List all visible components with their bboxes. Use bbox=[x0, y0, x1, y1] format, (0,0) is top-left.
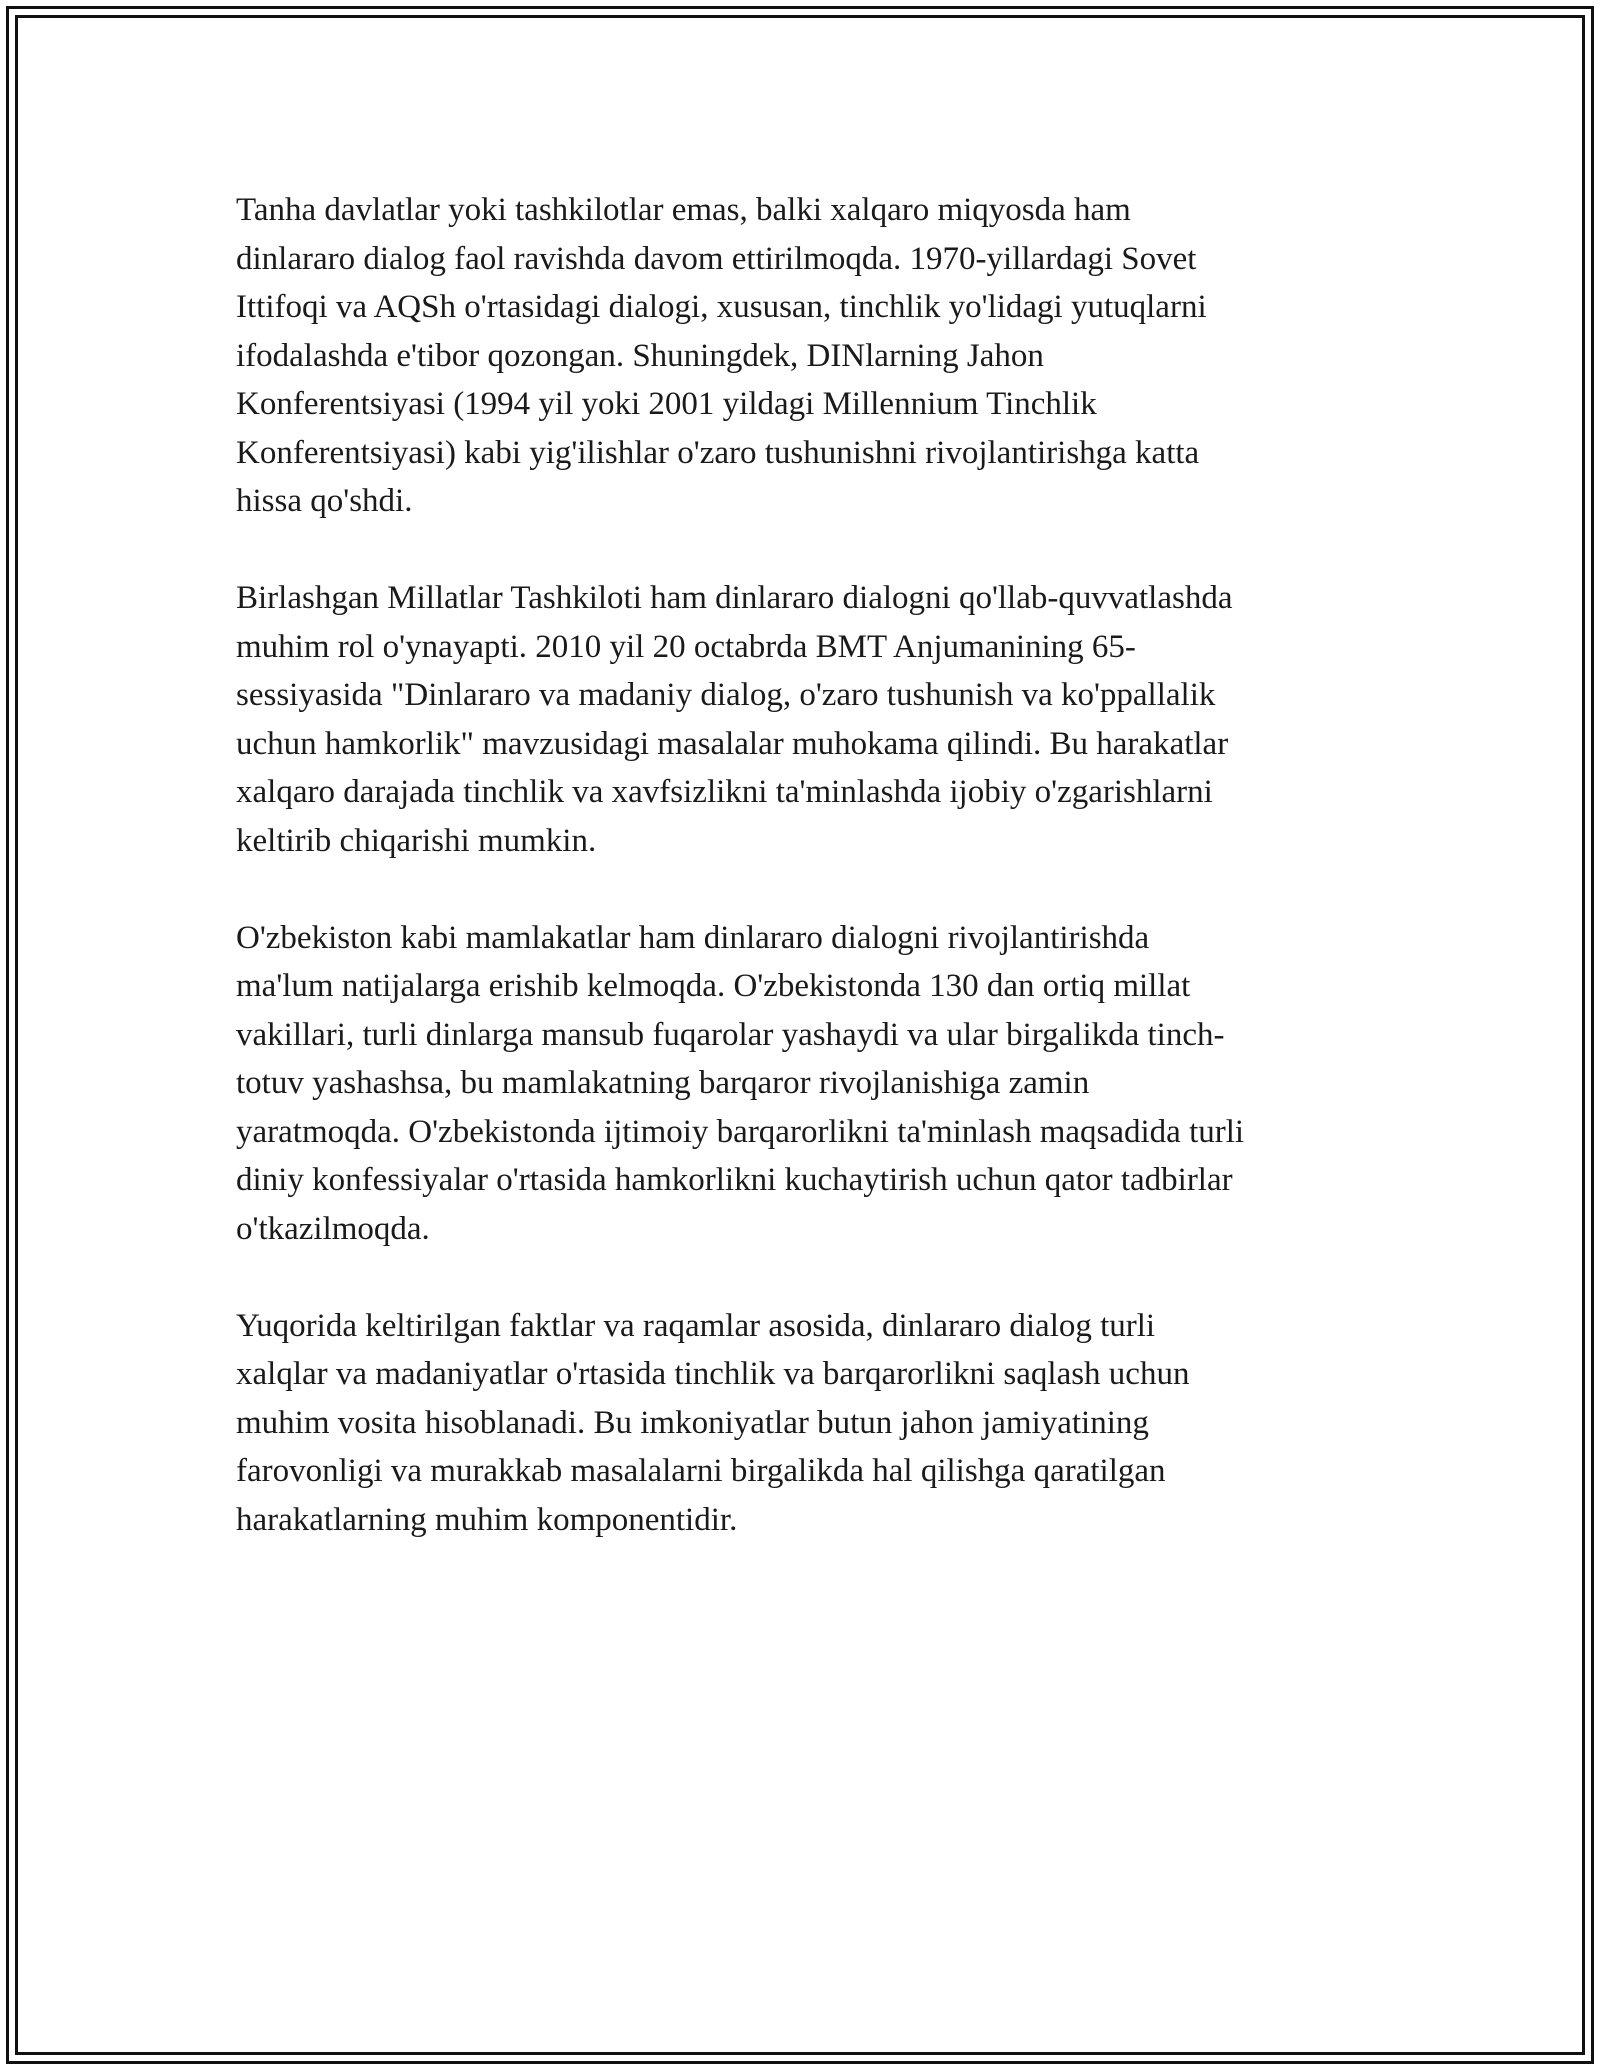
paragraph-2: Birlashgan Millatlar Tashkiloti ham dinlararo dialogni qo'llab-quvvatlashda muhim rol o'ynayapti. 2010 yil 20 octabrda BMT Anjumanining 65- sessiyasida "Dinlararo va madaniy dialog, o'zaro tushunish va ko'ppallalik uchun hamkorlik" mavzusidagi masalalar muhokama qilindi. Bu harakatlar xalqaro darajada tinchlik va xavfsizlikni ta'minlashda ijobiy o'zgarishlarni keltirib chiqarishi mumkin. bbox=[236, 580, 1233, 859]
paragraph-1: Tanha davlatlar yoki tashkilotlar emas, balki xalqaro miqyosda ham dinlararo dialog faol ravishda davom ettirilmoqda. 1970-yillardagi Sovet Ittifoqi va AQSh o'rtasidagi dialogi, xususan, tinchlik yo'lidagi yutuqlarni ifodalashda e'tibor qozongan. Shuningdek, DINlarning Jahon Konferentsiyasi (1994 yil yoki 2001 yildagi Millennium Tinchlik Konferentsiyasi) kabi yig'ilishlar o'zaro tushunishni rivojlantirishga katta hissa qo'shdi. bbox=[236, 192, 1207, 519]
paragraph-4: Yuqorida keltirilgan faktlar va raqamlar asosida, dinlararo dialog turli xalqlar va madaniyatlar o'rtasida tinchlik va barqarorlikni saqlash uchun muhim vosita hisoblanadi. Bu imkoniyatlar butun jahon jamiyatining farovonligi va murakkab masalalarni birgalikda hal qilishga qaratilgan harakatlarning muhim komponentidir. bbox=[236, 1307, 1190, 1538]
paragraph-3: O'zbekiston kabi mamlakatlar ham dinlararo dialogni rivojlantirishda ma'lum natijalarga erishib kelmoqda. O'zbekistonda 130 dan ortiq millat vakillari, turli dinlarga mansub fuqarolar yashaydi va ular birgalikda tinch- totuv yashashsa, bu mamlakatning barqaror rivojlanishiga zamin yaratmoqda. O'zbekistonda ijtimoiy barqarorlikni ta'minlash maqsadida turli diniy konfessiyalar o'rtasida hamkorlikni kuchaytirish uchun qator tadbirlar o'tkazilmoqda. bbox=[236, 919, 1245, 1247]
document-body bbox=[236, 186, 1366, 1593]
